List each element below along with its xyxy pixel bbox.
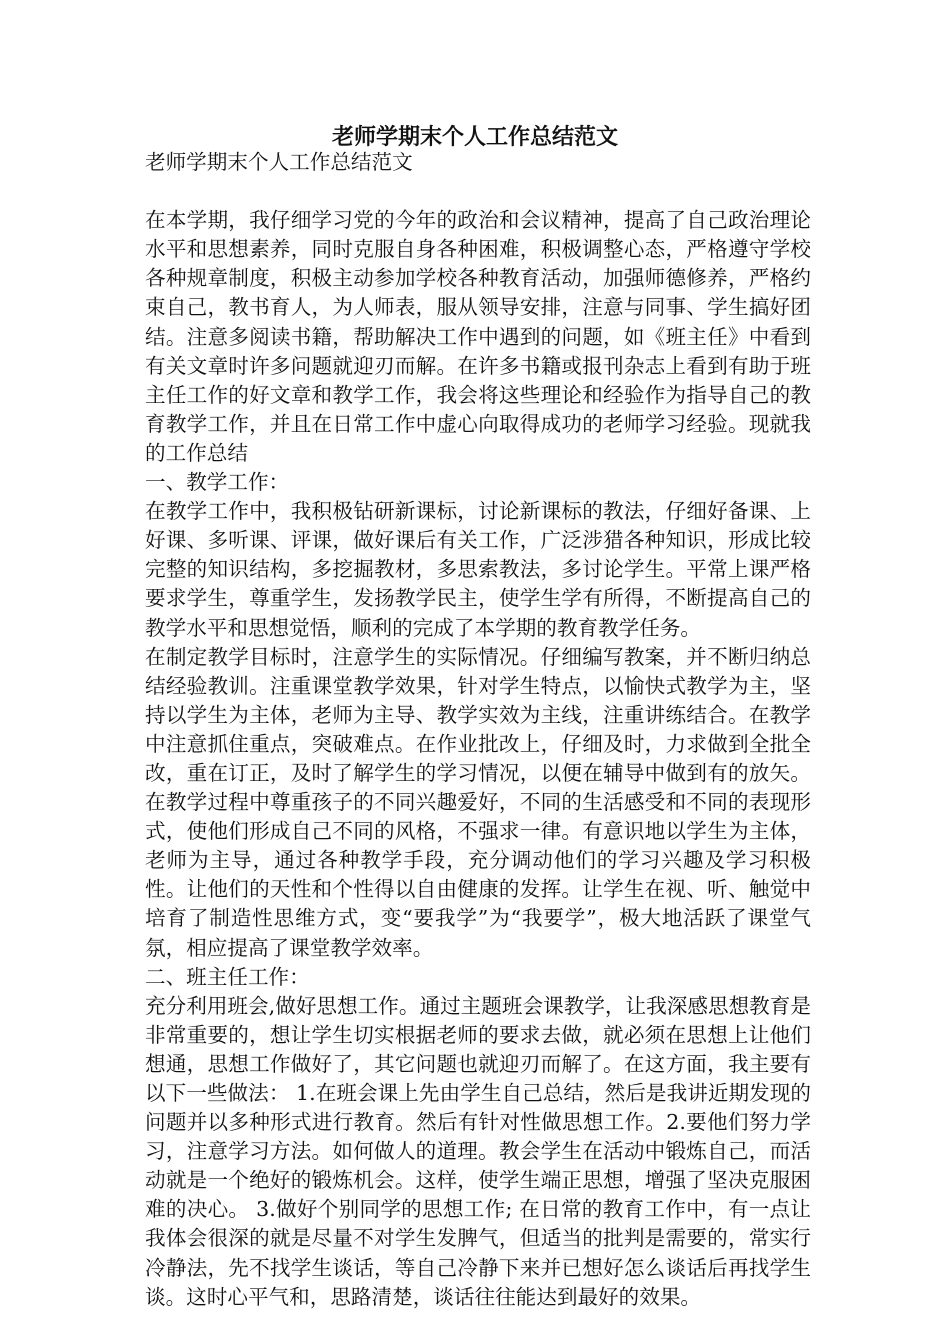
document-subtitle: 老师学期末个人工作总结范文 bbox=[145, 150, 413, 174]
section-heading-class-teacher: 二、班主任工作： bbox=[145, 964, 310, 989]
teaching-paragraph-2: 在制定教学目标时，注意学生的实际情况。仔细编写教案，并不断归纳总结经验教训。注重课堂教学效果，针对学生特点，以愉快式教学为主，坚持以学生为主体，老师为主导、教学实效为主线，注重讲练结合。在教学中注意抓住重点，突破难点。在作业批改上，仔细及时，力求做到全批全改，重在订正，及时了解学生的学习情况，以便在辅导中做到有的放矢。在教学过程中尊重孩子的不同兴趣爱好，不同的生活感受和不同的表现形式，使他们形成自己不同的风格，不强求一律。有意识地以学生为主体，老师为主导，通过各种教学手段，充分调动他们的学习兴趣及学习积极性。让他们的天性和个性得以自由健康的发挥。让学生在视、听、触觉中培育了制造性思维方式，变“要我学”为“我要学”，极大地活跃了课堂气氛，相应提高了课堂教学效率。 bbox=[145, 644, 811, 960]
document-body bbox=[145, 148, 811, 1312]
teaching-paragraph-1: 在教学工作中，我积极钻研新课标，讨论新课标的教法，仔细好备课、上好课、多听课、评课，做好课后有关工作，广泛涉猎各种知识，形成比较完整的知识结构，多挖掘教材，多思索教法，多讨论学生。平常上课严格要求学生，尊重学生，发扬教学民主，使学生学有所得，不断提高自己的教学水平和思想觉悟，顺利的完成了本学期的教育教学任务。 bbox=[145, 499, 811, 640]
class-teacher-paragraph: 充分利用班会,做好思想工作。通过主题班会课教学，让我深感思想教育是非常重要的，想让学生切实根据老师的要求去做，就必须在思想上让他们想通，思想工作做好了，其它问题也就迎刃而解了。在这方面，我主要有以下一些做法： 1.在班会课上先由学生自己总结，然后是我讲近期发现的问题并以多种形式进行教育。然后有针对性做思想工作。2.要他们努力学习，注意学习方法。如何做人的道理。教会学生在活动中锻炼自己，而活动就是一个绝好的锻炼机会。这样，使学生端正思想，增强了坚决克服困难的决心。 3.做好个别同学的思想工作; 在日常的教育工作中，有一点让我体会很深的就是尽量不对学生发脾气，但适当的批判是需要的，常实行冷静法，先不找学生谈话，等自己冷静下来并已想好怎么谈话后再找学生谈。这时心平气和，思路清楚，谈话往往能达到最好的效果。 bbox=[145, 993, 811, 1309]
intro-paragraph: 在本学期，我仔细学习党的今年的政治和会议精神，提高了自己政治理论水平和思想素养，同时克服自身各种困难，积极调整心态，严格遵守学校各种规章制度，积极主动参加学校各种教育活动，加强师德修养，严格约束自己，教书育人，为人师表，服从领导安排，注意与同事、学生搞好团结。注意多阅读书籍，帮助解决工作中遇到的问题，如《班主任》中看到有关文章时许多问题就迎刃而解。在许多书籍或报刊杂志上看到有助于班主任工作的好文章和教学工作，我会将这些理论和经验作为指导自己的教育教学工作，并且在日常工作中虚心向取得成功的老师学习经验。现就我的工作总结 bbox=[145, 208, 811, 465]
blank-line bbox=[145, 177, 811, 206]
section-heading-teaching: 一、教学工作： bbox=[145, 470, 290, 495]
document-title: 老师学期末个人工作总结范文 bbox=[331, 124, 618, 150]
